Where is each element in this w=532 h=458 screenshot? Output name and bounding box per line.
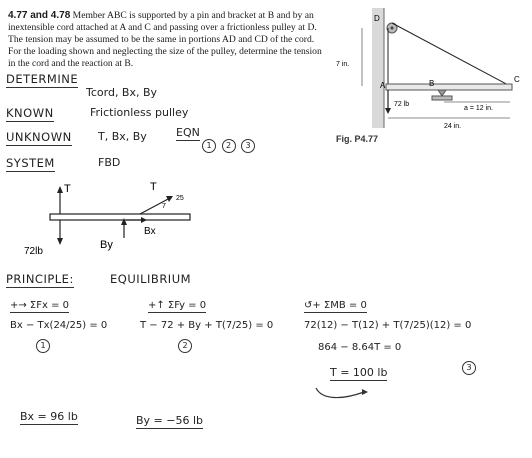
eq3-head: ↺+ ΣMB = 0	[304, 300, 367, 311]
eq3-line2: 864 − 8.64T = 0	[318, 342, 402, 353]
label-a-dim: a = 12 in.	[464, 105, 493, 112]
pulley-axle	[391, 27, 394, 30]
unknown-heading: UNKNOWN	[6, 130, 72, 144]
fbd-t2-label: T	[150, 181, 157, 193]
eqn-refs	[200, 138, 255, 153]
label-total-dim: 24 in.	[444, 123, 462, 130]
system-heading: SYSTEM	[6, 156, 55, 170]
problem-text: Member ABC is supported by a pin and bracket at B and by an inextensible cord attached at A and C and passing over a frictionless pulley at D. The tension may be assumed to be the same in portions AD and CD of the cord. For the loading shown and neglecting the size of the pulley, determine the tension in the cord and the reaction at B.	[8, 10, 322, 69]
label-a: A	[380, 81, 386, 90]
eqn-ref-3: 3	[241, 139, 255, 153]
arrow-curve	[316, 388, 364, 398]
fbd-load-label: 72lb	[24, 246, 43, 257]
result-by: By = −56 lb	[136, 414, 204, 427]
figure-p4-77	[334, 6, 530, 134]
fbd-bx-head	[141, 217, 147, 223]
eq3-body: 72(12) − T(12) + T(7/25)(12) = 0	[304, 320, 472, 331]
fbd-slope-25: 25	[176, 195, 184, 202]
result-bx: Bx = 96 lb	[20, 410, 78, 423]
fbd-bx-label: Bx	[144, 226, 156, 237]
eq3-result: T = 100 lb	[330, 366, 388, 379]
fbd-by-head	[121, 218, 127, 225]
principle-heading: PRINCIPLE:	[6, 272, 74, 286]
label-b: B	[429, 79, 435, 88]
eq1-body: Bx − Tx(24/25) = 0	[10, 320, 108, 331]
principle-value: EQUILIBRIUM	[110, 272, 192, 286]
arrow-tip	[362, 389, 368, 395]
free-body-diagram	[20, 176, 220, 266]
figure-caption: Fig. P4.77	[336, 134, 379, 144]
eq2-body: T − 72 + By + T(7/25) = 0	[140, 320, 274, 331]
checkmark-arrow	[312, 382, 372, 406]
known-value: Frictionless pulley	[90, 106, 189, 119]
fbd-t1-label: T	[64, 183, 71, 195]
eq1-num: 1	[34, 338, 50, 353]
label-height: 7 in.	[336, 61, 350, 68]
fbd-by-label: By	[100, 239, 113, 251]
fbd-slope-7: 7	[162, 203, 166, 210]
eq2-num: 2	[176, 338, 192, 353]
bracket-base	[432, 96, 452, 100]
problem-number: 4.77 and 4.78	[8, 10, 71, 21]
pin-bracket-b	[438, 90, 446, 96]
fbd-member	[50, 214, 190, 220]
member-abc	[386, 84, 512, 90]
label-load: 72 lb	[394, 101, 410, 108]
eqn-ref-2: 2	[222, 139, 236, 153]
known-heading: KNOWN	[6, 106, 54, 120]
determine-heading: DETERMINE	[6, 72, 79, 86]
unknown-value: T, Bx, By	[98, 130, 147, 143]
support-wall	[372, 8, 384, 128]
load-arrow-head	[385, 108, 391, 114]
eq3-num: 3	[460, 360, 476, 375]
eq2-head: +↑ ΣFy = 0	[148, 300, 207, 311]
determine-value: Tcord, Bx, By	[86, 86, 158, 99]
system-value: FBD	[98, 156, 121, 169]
label-c: C	[514, 75, 520, 84]
problem-statement	[8, 10, 326, 70]
fbd-t1-head	[57, 186, 63, 193]
eqn-label: EQN	[176, 126, 200, 139]
cord-cd	[392, 23, 510, 86]
label-d: D	[374, 14, 380, 23]
fbd-load-head	[57, 238, 63, 245]
eqn-ref-1: 1	[202, 139, 216, 153]
eq1-head: +→ ΣFx = 0	[10, 300, 70, 311]
